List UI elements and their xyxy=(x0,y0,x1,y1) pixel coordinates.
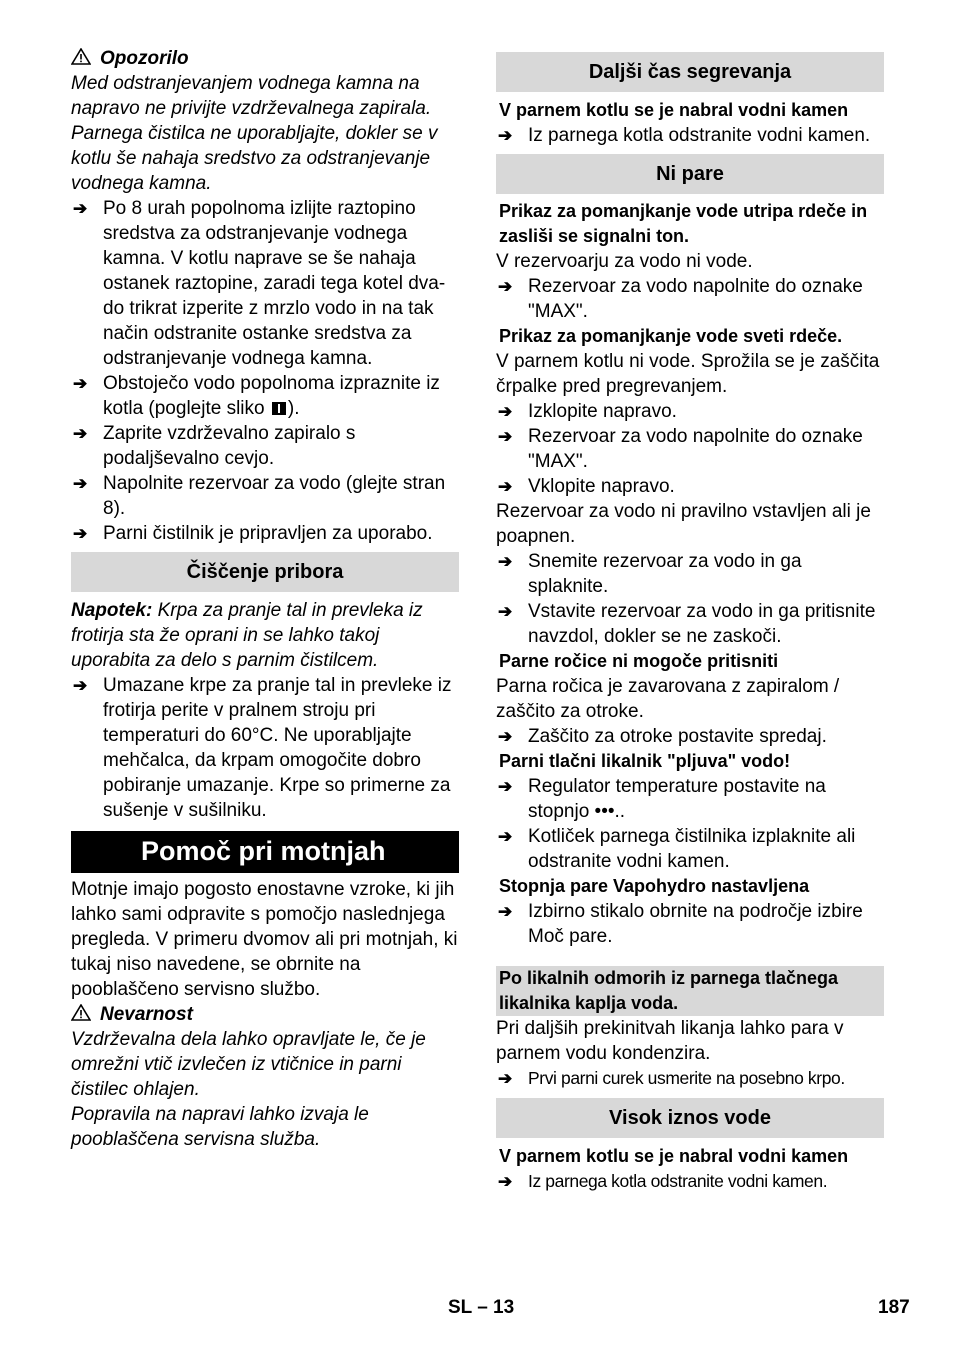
arrow-right-icon: ➔ xyxy=(498,777,513,796)
arrow-right-icon: ➔ xyxy=(498,827,513,846)
section-heading-cleaning: Čiščenje pribora xyxy=(71,552,459,592)
arrow-right-icon: ➔ xyxy=(498,126,513,145)
arrow-right-icon: ➔ xyxy=(498,602,513,621)
list-item: ➔ Po 8 urah popolnoma izlijte raztopino sredstva za odstranjevanje vodnega kamna. V kotlu naprave se še nahaja ostanek raztopine, zaradi tega kotel dva- do trikrat izperite z mrzlo vodo in na tak način odstranite ostanke sredstva za odstranjevanje vodnega kamna. xyxy=(73,198,446,369)
note-text: Napotek: Krpa za pranje tal in prevleka iz frotirja sta že oprani in se lahko takoj uporabita za delo s parnim čistilcem. xyxy=(71,600,423,671)
arrow-right-icon: ➔ xyxy=(498,277,513,296)
paragraph: Rezervoar za vodo ni pravilno vstavljen ali je poapnen. xyxy=(496,501,871,547)
danger-text: Popravila na napravi lahko izvaja le pooblaščena servisna služba. xyxy=(71,1104,369,1150)
figure-reference-icon xyxy=(272,402,286,415)
arrow-right-icon: ➔ xyxy=(498,402,513,421)
intro-text: Motnje imajo pogosto enostavne vzroke, ki jih lahko sami odpravite s pomočjo naslednjega pregleda. V primeru dvomov ali pri motnjah, ki tukaj niso navedene, se obrnite na pooblaščeno servisno službo. xyxy=(71,879,458,1000)
warning-triangle-icon xyxy=(71,1004,91,1021)
list-item: ➔ Umazane krpe za pranje tal in prevleke iz frotirja perite v pralnem stroju pri temperaturi do 60°C. Ne uporabljajte mehčalca, da krpam omogočite dobro pobiranje umazanje. Krpe so primerne za sušenje v sušilniku. xyxy=(73,675,452,821)
footer-section-label: SL – 13 xyxy=(448,1297,515,1318)
cause-heading: Prikaz za pomanjkanje vode sveti rdeče. xyxy=(499,326,843,346)
cause-heading: Stopnja pare Vapohydro nastavljena xyxy=(499,876,810,896)
cause-heading: Parne ročice ni mogoče pritisniti xyxy=(499,651,779,671)
danger-heading: Nevarnost xyxy=(71,1002,459,1027)
paragraph: Parna ročica je zavarovana z zapiralom / zaščito za otroke. xyxy=(496,676,840,722)
list-item: ➔ Izklopite napravo. xyxy=(498,401,677,422)
arrow-right-icon: ➔ xyxy=(498,427,513,446)
list-item: ➔ Prvi parni curek usmerite na posebno krpo. xyxy=(496,1066,884,1091)
arrow-right-icon: ➔ xyxy=(73,374,88,393)
left-column xyxy=(71,46,459,1152)
page-number: 187 xyxy=(878,1297,910,1318)
paragraph: Pri daljših prekinitvah likanja lahko para v parnem vodu kondenzira. xyxy=(496,1018,844,1064)
section-heading-high-water: Visok iznos vode xyxy=(496,1098,884,1138)
section-heading-heating: Daljši čas segrevanja xyxy=(496,52,884,92)
list-item: ➔ Vklopite napravo. xyxy=(498,476,675,497)
arrow-right-icon: ➔ xyxy=(73,199,88,218)
list-item: ➔ Vstavite rezervoar za vodo in ga pritisnite navzdol, dokler se ne zaskoči. xyxy=(498,601,876,647)
list-item: ➔ Obstoječo vodo popolnoma izpraznite iz kotla (poglejte sliko ). xyxy=(73,373,440,419)
arrow-right-icon: ➔ xyxy=(498,727,513,746)
list-item: ➔ Parni čistilnik je pripravljen za uporabo. xyxy=(73,523,433,544)
arrow-right-icon: ➔ xyxy=(73,676,88,695)
cause-heading: V parnem kotlu se je nabral vodni kamen xyxy=(499,1146,849,1166)
arrow-right-icon: ➔ xyxy=(73,424,88,443)
warning-heading: Opozorilo xyxy=(71,46,459,71)
arrow-right-icon: ➔ xyxy=(73,474,88,493)
cause-heading: V parnem kotlu se je nabral vodni kamen xyxy=(499,100,849,120)
warning-triangle-icon xyxy=(71,48,91,65)
warning-text: Med odstranjevanjem vodnega kamna na napravo ne privijte vzdrževalnega zapirala. Parnega čistilca ne uporabljajte, dokler se v kotlu še nahaja sredstvo za odstranjevanje vodnega kamna. xyxy=(71,73,438,194)
list-item: ➔ Zaprite vzdrževalno zapiralo s podaljševalno cevjo. xyxy=(73,423,356,469)
list-item: ➔ Napolnite rezervoar za vodo (glejte stran 8). xyxy=(73,473,446,519)
arrow-right-icon: ➔ xyxy=(498,902,513,921)
list-item: ➔ Izbirno stikalo obrnite na področje izbire Moč pare. xyxy=(498,901,863,947)
arrow-right-icon: ➔ xyxy=(498,477,513,496)
danger-text: Vzdrževalna dela lahko opravljate le, če je omrežni vtič izvlečen iz vtičnice in parni čistilec ohlajen. xyxy=(71,1029,426,1100)
section-heading-dripping: Po likalnih odmorih iz parnega tlačnega likalnika kaplja voda. xyxy=(496,966,884,1016)
right-column xyxy=(496,46,884,1194)
arrow-right-icon: ➔ xyxy=(498,1069,512,1088)
list-item: ➔ Iz parnega kotla odstranite vodni kamen. xyxy=(496,1169,884,1194)
list-item: ➔ Snemite rezervoar za vodo in ga splaknite. xyxy=(498,551,802,597)
section-heading-no-steam: Ni pare xyxy=(496,154,884,194)
list-item: ➔ Zaščito za otroke postavite spredaj. xyxy=(498,726,827,747)
paragraph: V rezervoarju za vodo ni vode. xyxy=(496,251,753,272)
arrow-right-icon: ➔ xyxy=(73,524,88,543)
list-item: ➔ Kotliček parnega čistilnika izplaknite ali odstranite vodni kamen. xyxy=(498,826,856,872)
arrow-right-icon: ➔ xyxy=(498,1172,512,1191)
paragraph: V parnem kotlu ni vode. Sprožila se je zaščita črpalke pred pregrevanjem. xyxy=(496,351,880,397)
list-item: ➔ Rezervoar za vodo napolnite do oznake "MAX". xyxy=(498,276,863,322)
cause-heading: Prikaz za pomanjkanje vode utripa rdeče in zasliši se signalni ton. xyxy=(499,201,868,246)
list-item: ➔ Iz parnega kotla odstranite vodni kamen. xyxy=(498,125,871,146)
chapter-heading: Pomoč pri motnjah xyxy=(71,831,459,873)
list-item: ➔ Rezervoar za vodo napolnite do oznake "MAX". xyxy=(498,426,863,472)
list-item: ➔ Regulator temperature postavite na stopnjo •••.. xyxy=(498,776,826,822)
cause-heading: Parni tlačni likalnik "pljuva" vodo! xyxy=(499,751,791,771)
arrow-right-icon: ➔ xyxy=(498,552,513,571)
